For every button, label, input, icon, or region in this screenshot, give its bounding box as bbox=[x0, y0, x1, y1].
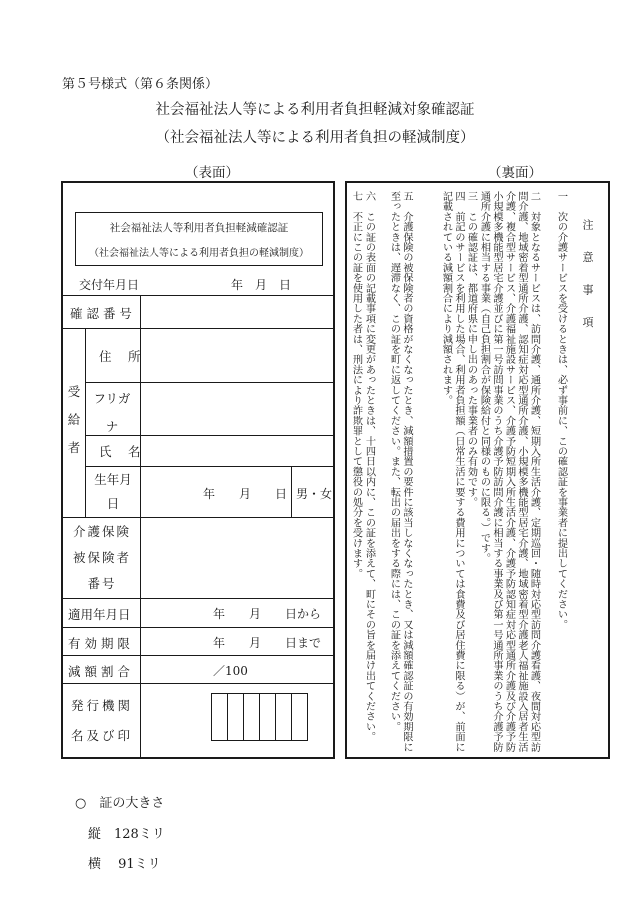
birthdate-label: 生年月日 bbox=[94, 472, 132, 511]
grid-line bbox=[63, 598, 333, 599]
width-spec: 横 91ミリ bbox=[88, 857, 161, 872]
seal-boxes bbox=[211, 693, 307, 741]
seal-box bbox=[211, 693, 228, 741]
birthdate-value: 年 月 日 bbox=[203, 487, 288, 501]
grid-line bbox=[63, 655, 333, 656]
recipient-label: 受給者 bbox=[67, 384, 81, 455]
confirmation-number-label: 確 認 番 号 bbox=[70, 306, 132, 321]
document-subtitle: （社会福祉法人等による利用者負担の軽減制度） bbox=[155, 130, 475, 146]
certificate-title: 社会福祉法人等利用者負担軽減確認証 bbox=[109, 222, 289, 234]
back-card bbox=[345, 181, 610, 759]
grid-line bbox=[63, 328, 333, 329]
note-item: 一 次の介護サービスを受けるときは、必ず事前に、この確認証を事業者に提出してください。 bbox=[555, 191, 567, 630]
certificate-title-box bbox=[75, 212, 323, 266]
grid-line bbox=[85, 328, 86, 517]
certificate-subtitle: （社会福祉法人等による利用者負担の軽減制度） bbox=[89, 248, 309, 259]
grid-line bbox=[85, 382, 333, 383]
note-item: 三 この確認証は、都道府県に申し出のあった事業者のみ有効です。 bbox=[465, 191, 477, 508]
form-number: 第５号様式（第６条関係） bbox=[62, 77, 219, 92]
grid-line bbox=[63, 683, 333, 684]
note-item: 四 前記のサービスを利用した場合、利用者負担額（日常生活に要する費用については食費及び居住費に限る）が、前面に記載されている減額割合により減額されます。 bbox=[440, 191, 464, 752]
gender-value: 男・女 bbox=[296, 487, 333, 501]
document-title: 社会福祉法人等による利用者負担軽減対象確認証 bbox=[155, 102, 475, 118]
seal-box bbox=[275, 693, 292, 741]
grid-line bbox=[63, 627, 333, 628]
reduction-rate-label: 減 額 割 合 bbox=[68, 664, 130, 679]
note-item: 五 介護保険の被保険者の資格がなくなったとき、減額措置の要件に該当しなくなったとき、又は減額確認証の有効期限に至ったときは、遅滞なく、この証を町に返してください。また、転出の届出をする際には、この証を添えてください。 bbox=[388, 191, 412, 752]
issue-date-label: 交付年月日 bbox=[79, 278, 140, 292]
reduction-rate-value: ／100 bbox=[213, 664, 248, 678]
address-label: 住 所 bbox=[99, 349, 143, 364]
notes-title: 注 意 事 項 bbox=[581, 219, 594, 337]
note-item: 六 この証の表面の記載事項に変更があったときは、十四日以内に、この証を添えて、町にその旨を届け出てください。 bbox=[363, 191, 375, 742]
issuer-label: 発行機関名及び印 bbox=[70, 698, 133, 743]
front-side-label: （表面） bbox=[185, 165, 239, 181]
seal-box bbox=[227, 693, 244, 741]
front-card bbox=[61, 181, 335, 759]
note-item: 二 対象となるサービスは、訪問介護、通所介護、短期入所生活介護、定期巡回・随時対応型訪問介護看護、夜間対応型訪問介護、地域密着型通所介護、認知症対応型通所介護、小規模多機能型居宅介護、地域密着型介護老人福祉施設入居者生活介護、複合型サービス、介護福祉施設サービス、介護予防短期入所生活介護、介護予防認知症対応型通所介護及び介護予防小規模多機能型居宅介護並びに第一号訪問事業のうち介護予防訪問介護に相当する事業及び第一号通所事業のうち介護予防通所介護に相当する事業（自己負担割合が保険給付と同様のものに限る。）です。 bbox=[478, 191, 540, 752]
valid-until-label: 有 効 期 限 bbox=[68, 636, 130, 651]
grid-line bbox=[63, 517, 333, 518]
grid-line bbox=[85, 466, 333, 467]
valid-until-value: 年 月 日まで bbox=[213, 636, 322, 650]
furigana-label: フリガナ bbox=[93, 391, 131, 434]
insured-number-label: 介護保険被保険者番号 bbox=[72, 524, 131, 591]
apply-date-value: 年 月 日から bbox=[213, 607, 322, 621]
height-spec: 縦 128ミリ bbox=[88, 827, 165, 842]
grid-line bbox=[63, 295, 333, 296]
seal-box bbox=[291, 693, 308, 741]
back-side-label: （裏面） bbox=[488, 165, 542, 181]
name-label: 氏 名 bbox=[99, 444, 143, 459]
seal-box bbox=[243, 693, 260, 741]
size-heading: ○ 証の大きさ bbox=[75, 796, 165, 811]
note-item: 七 不正にこの証を使用した者は、刑法により詐欺罪として懲役の処分を受けます。 bbox=[350, 191, 362, 579]
apply-date-label: 適用年月日 bbox=[68, 607, 131, 622]
grid-line bbox=[291, 466, 292, 517]
seal-box bbox=[259, 693, 276, 741]
issue-date-value: 年 月 日 bbox=[231, 278, 292, 292]
